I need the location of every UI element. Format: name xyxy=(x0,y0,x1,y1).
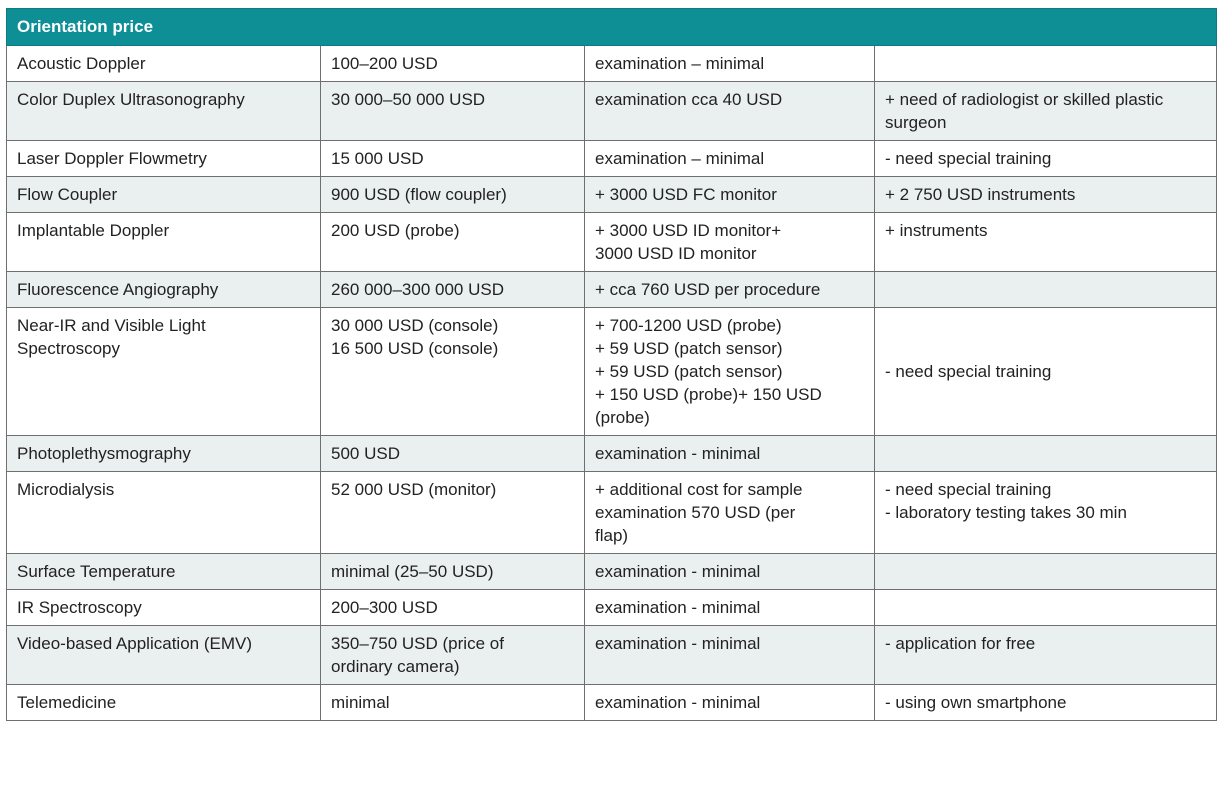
table-row xyxy=(7,308,1217,436)
note-cell xyxy=(875,46,1217,82)
device-price-cell: 30 000–50 000 USD xyxy=(321,82,585,141)
method-cell: Telemedicine xyxy=(7,685,321,721)
method-cell: Video-based Application (EMV) xyxy=(7,626,321,685)
note-cell: + need of radiologist or skilled plastic surgeon xyxy=(875,82,1217,141)
running-cost-cell: examination - minimal xyxy=(585,685,875,721)
table-row xyxy=(7,82,1217,141)
table-row xyxy=(7,554,1217,590)
device-price-cell: 500 USD xyxy=(321,436,585,472)
table-row xyxy=(7,272,1217,308)
method-cell: Fluorescence Angiography xyxy=(7,272,321,308)
table-row xyxy=(7,436,1217,472)
method-cell: Color Duplex Ultrasonography xyxy=(7,82,321,141)
method-cell: Photoplethysmography xyxy=(7,436,321,472)
running-cost-cell: + 3000 USD ID monitor+ 3000 USD ID monitor xyxy=(585,213,875,272)
running-cost-cell: examination - minimal xyxy=(585,590,875,626)
note-cell xyxy=(875,590,1217,626)
note-cell xyxy=(875,272,1217,308)
table-row xyxy=(7,472,1217,554)
device-price-cell: 200–300 USD xyxy=(321,590,585,626)
table-row xyxy=(7,626,1217,685)
table-row xyxy=(7,177,1217,213)
table-title: Orientation price xyxy=(7,9,1217,46)
method-cell: Acoustic Doppler xyxy=(7,46,321,82)
table-row xyxy=(7,46,1217,82)
device-price-cell: 52 000 USD (monitor) xyxy=(321,472,585,554)
note-cell: + 2 750 USD instruments xyxy=(875,177,1217,213)
device-price-cell: 30 000 USD (console) 16 500 USD (console) xyxy=(321,308,585,436)
method-cell: Near-IR and Visible Light Spectroscopy xyxy=(7,308,321,436)
running-cost-cell: + additional cost for sample examination 570 USD (per flap) xyxy=(585,472,875,554)
table-row xyxy=(7,590,1217,626)
table-header-row xyxy=(7,9,1217,46)
table-row xyxy=(7,213,1217,272)
method-cell: Implantable Doppler xyxy=(7,213,321,272)
method-cell: Flow Coupler xyxy=(7,177,321,213)
note-cell: - using own smartphone xyxy=(875,685,1217,721)
device-price-cell: 350–750 USD (price of ordinary camera) xyxy=(321,626,585,685)
note-cell: + instruments xyxy=(875,213,1217,272)
method-cell: Laser Doppler Flowmetry xyxy=(7,141,321,177)
running-cost-cell: + cca 760 USD per procedure xyxy=(585,272,875,308)
device-price-cell: minimal (25–50 USD) xyxy=(321,554,585,590)
running-cost-cell: + 700-1200 USD (probe) + 59 USD (patch sensor) + 59 USD (patch sensor) + 150 USD (probe)+ 150 USD (probe) xyxy=(585,308,875,436)
note-cell: - need special training xyxy=(875,308,1217,436)
orientation-price-table xyxy=(6,8,1217,721)
note-cell xyxy=(875,554,1217,590)
method-cell: Microdialysis xyxy=(7,472,321,554)
running-cost-cell: examination – minimal xyxy=(585,141,875,177)
device-price-cell: 260 000–300 000 USD xyxy=(321,272,585,308)
running-cost-cell: examination cca 40 USD xyxy=(585,82,875,141)
method-cell: Surface Temperature xyxy=(7,554,321,590)
note-cell: - need special training - laboratory testing takes 30 min xyxy=(875,472,1217,554)
device-price-cell: 900 USD (flow coupler) xyxy=(321,177,585,213)
device-price-cell: 200 USD (probe) xyxy=(321,213,585,272)
running-cost-cell: examination - minimal xyxy=(585,554,875,590)
device-price-cell: 15 000 USD xyxy=(321,141,585,177)
table-row xyxy=(7,685,1217,721)
running-cost-cell: examination - minimal xyxy=(585,436,875,472)
note-cell xyxy=(875,436,1217,472)
price-table-container xyxy=(6,8,1216,721)
method-cell: IR Spectroscopy xyxy=(7,590,321,626)
running-cost-cell: examination - minimal xyxy=(585,626,875,685)
device-price-cell: 100–200 USD xyxy=(321,46,585,82)
note-cell: - application for free xyxy=(875,626,1217,685)
table-row xyxy=(7,141,1217,177)
running-cost-cell: + 3000 USD FC monitor xyxy=(585,177,875,213)
note-cell: - need special training xyxy=(875,141,1217,177)
device-price-cell: minimal xyxy=(321,685,585,721)
running-cost-cell: examination – minimal xyxy=(585,46,875,82)
